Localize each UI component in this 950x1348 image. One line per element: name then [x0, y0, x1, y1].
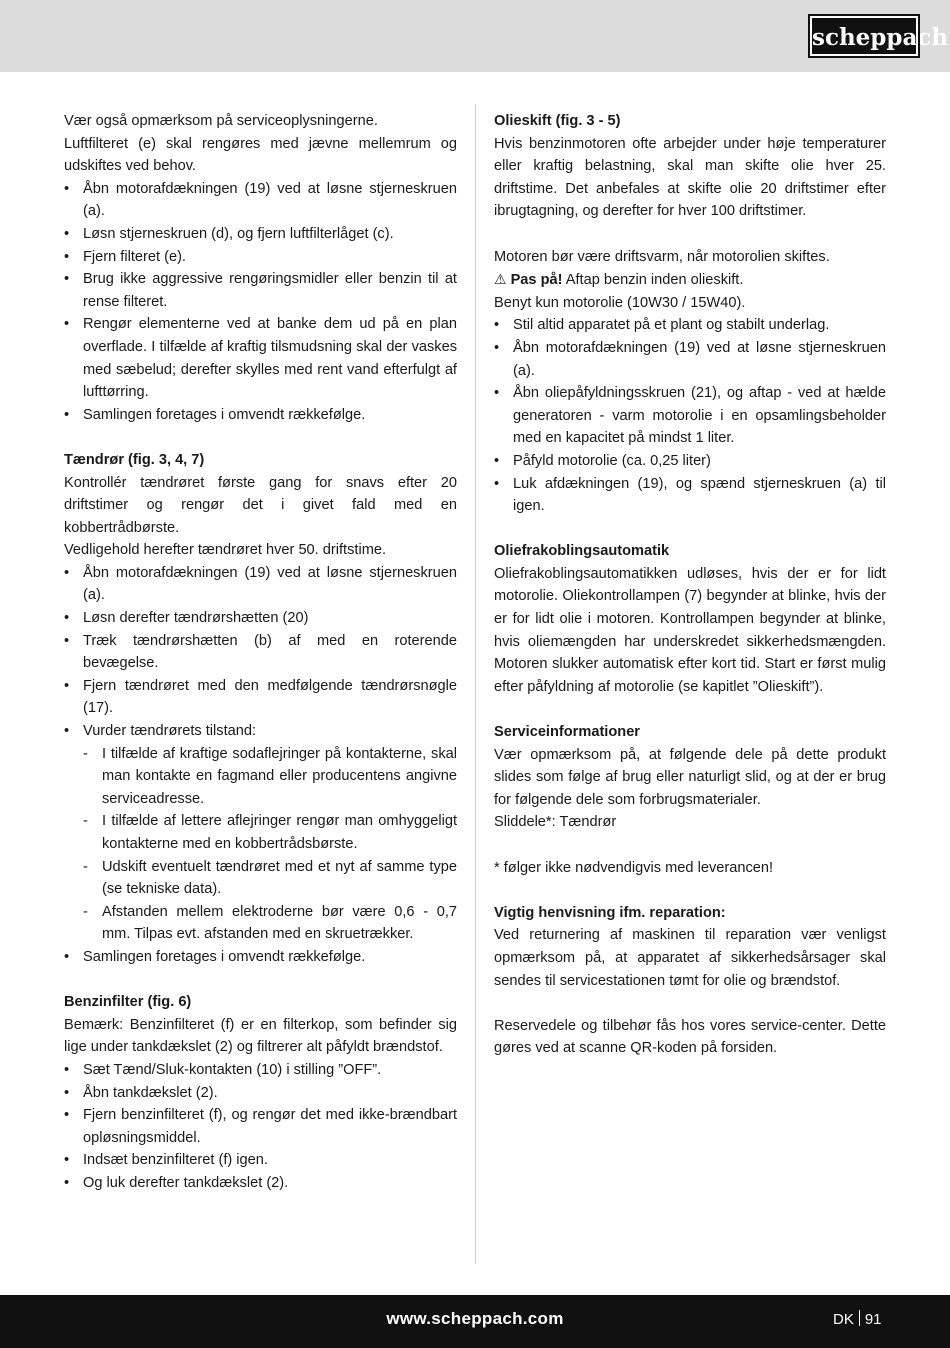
spark-plug-condition-list: [83, 743, 457, 946]
fuel-filter-text: Bemærk: Benzinfilteret (f) er en filterkop, som befinder sig lige under tankdækslet (2) og filtrerer alt påfyldt brændstof.: [64, 1016, 457, 1056]
oil-change-text-1: Hvis benzinmotoren ofte arbejder under høje temperaturer eller kraftig belastning, skal man skifte olie hver 25. driftstime. Det anbefales at skifte olie 20 driftstimer efter ibrugtagning, og derefter for hver 100 driftstimer.: [494, 135, 886, 220]
list-item: - Udskift eventuelt tændrøret med et nyt af samme type (se tekniske data).: [83, 856, 457, 901]
wear-parts-line: Sliddele*: Tændrør: [494, 814, 617, 831]
spark-plug-final-step: [64, 946, 457, 969]
list-item: • Løsn stjerneskruen (d), og fjern luftfilterlåget (c).: [64, 223, 457, 246]
list-item: • Åbn tankdækslet (2).: [64, 1082, 457, 1105]
spare-parts-text: Reservedele og tilbehør fås hos vores service-center. Dette gøres ved at scanne QR-koden på forsiden.: [494, 1017, 886, 1057]
spark-plug-text-1: Kontrollér tændrøret første gang for snavs efter 20 driftstimer og rengør det i givet fald med en kobbertrådbørste.: [64, 474, 457, 536]
list-item: • Og luk derefter tankdækslet (2).: [64, 1172, 457, 1195]
spark-plug-text-2: Vedligehold herefter tændrøret hver 50. driftstime.: [64, 542, 387, 559]
list-item: [64, 720, 457, 743]
list-item: • Fjern tændrøret med den medfølgende tændrørsnøgle (17).: [64, 675, 457, 720]
header-band: [0, 0, 950, 72]
fuel-filter-heading: Benzinfilter (fig. 6): [64, 994, 192, 1011]
intro-line-1: Vær også opmærksom på serviceoplysningerne.: [64, 113, 378, 129]
list-item-label: Vurder tændrørets tilstand:: [83, 723, 257, 740]
page-indicator: [833, 1310, 882, 1328]
list-item: • Træk tændrørshætten (b) af med en roterende bevægelse.: [64, 630, 457, 675]
oil-change-steps: [494, 314, 886, 517]
list-item: • Rengør elementerne ved at banke dem ud på en plan overflade. I tilfælde af kraftig tilsmudsning skal der vaskes med sæbelud; derefter skylles med rent vand efterfulgt af lufttørring.: [64, 313, 457, 403]
footnote: * følger ikke nødvendigvis med leverancen!: [494, 859, 774, 876]
list-item: • Brug ikke aggressive rengøringsmidler eller benzin til at rense filteret.: [64, 268, 457, 313]
oil-change-text-2: Motoren bør være driftsvarm, når motorolien skiftes.: [494, 248, 830, 265]
list-item: • Stil altid apparatet på et plant og stabilt underlag.: [494, 314, 886, 337]
language-code: DK: [833, 1311, 854, 1328]
warning-triangle-icon: ⚠: [494, 271, 507, 288]
warning-text: Aftap benzin inden olieskift.: [562, 272, 744, 289]
list-item: • Samlingen foretages i omvendt rækkefølge.: [64, 404, 457, 427]
list-item: - Afstanden mellem elektroderne bør være 0,6 - 0,7 mm. Tilpas evt. afstanden med en skruetrækker.: [83, 901, 457, 946]
oil-cutoff-text: Oliefrakoblingsautomatikken udløses, hvis der er for lidt motorolie. Oliekontrollampen (7) begynder at blinke, hvis der er for lidt olie i motoren. Kontrollampen begynder at blinke, hvis oliemængden har underskredet sikkerhedsmængden. Motoren slukker automatisk efter kort tid. Start er først mulig efter påfyldning af motorolie (se kapitlet ”Olieskift”).: [494, 565, 886, 695]
list-item: • Samlingen foretages i omvendt rækkefølge.: [64, 946, 457, 969]
oil-cutoff-heading: Oliefrakoblingsautomatik: [494, 543, 670, 560]
left-column: [64, 110, 457, 1195]
intro-line-2: Luftfilteret (e) skal rengøres med jævne mellemrum og udskiftes ved behov.: [64, 135, 457, 175]
spark-plug-heading: Tændrør (fig. 3, 4, 7): [64, 451, 205, 468]
list-item: • Løsn derefter tændrørshætten (20): [64, 607, 457, 630]
list-item: • Åbn motorafdækningen (19) ved at løsne stjerneskruen (a).: [64, 562, 457, 607]
list-item: • Åbn motorafdækningen (19) ved at løsne stjerneskruen (a).: [64, 178, 457, 223]
oil-change-heading: Olieskift (fig. 3 - 5): [494, 113, 621, 129]
column-divider: [475, 104, 476, 1264]
fuel-filter-steps: [64, 1059, 457, 1195]
footer-bar: [0, 1295, 950, 1348]
warning-line: [494, 268, 886, 292]
page-number: 91: [864, 1311, 882, 1328]
list-item: • Åbn motorafdækningen (19) ved at løsne stjerneskruen (a).: [494, 337, 886, 382]
repair-text: Ved returnering af maskinen til reparation vær venligst opmærksom på, at apparatet af sikkerhedsårsager skal sendes til servicestationen tømt for olie og brændstof.: [494, 927, 886, 989]
list-item: • Sæt Tænd/Sluk-kontakten (10) i stilling ”OFF”.: [64, 1059, 457, 1082]
right-column: [494, 110, 886, 1060]
spark-plug-steps: [64, 562, 457, 743]
list-item: • Påfyld motorolie (ca. 0,25 liter): [494, 450, 886, 473]
warning-label: Pas på!: [510, 272, 563, 289]
list-item: - I tilfælde af kraftige sodaflejringer på kontakterne, skal man kontakte en fagmand eller producentens angivne serviceadresse.: [83, 743, 457, 811]
repair-heading: Vigtig henvisning ifm. reparation:: [494, 904, 726, 921]
footer-website-link[interactable]: www.scheppach.com: [386, 1309, 564, 1328]
list-item: • Luk afdækningen (19), og spænd stjerneskruen (a) til igen.: [494, 473, 886, 518]
list-item: • Åbn oliepåfyldningsskruen (21), og aftap - ved at hælde generatoren - varm motorolie i en opsamlingsbeholder med en kapacitet på mindst 1 liter.: [494, 382, 886, 450]
list-item: - I tilfælde af lettere aflejringer rengør man omhyggeligt kontakterne med en kobbertrådsbørste.: [83, 810, 457, 855]
air-filter-steps: [64, 178, 457, 427]
service-info-heading: Serviceinformationer: [494, 724, 640, 741]
list-item: • Fjern benzinfilteret (f), og rengør det med ikke-brændbart opløsningsmiddel.: [64, 1104, 457, 1149]
list-item: • Indsæt benzinfilteret (f) igen.: [64, 1149, 457, 1172]
list-item: • Fjern filteret (e).: [64, 246, 457, 269]
oil-change-text-3: Benyt kun motorolie (10W30 / 15W40).: [494, 294, 746, 311]
scheppach-logo: scheppach: [810, 16, 918, 56]
service-info-text: Vær opmærksom på, at følgende dele på dette produkt slides som følge af brug eller naturligt slid, og at der er brug for følgende dele som forbrugsmaterialer.: [494, 746, 886, 808]
separator: [859, 1310, 860, 1326]
